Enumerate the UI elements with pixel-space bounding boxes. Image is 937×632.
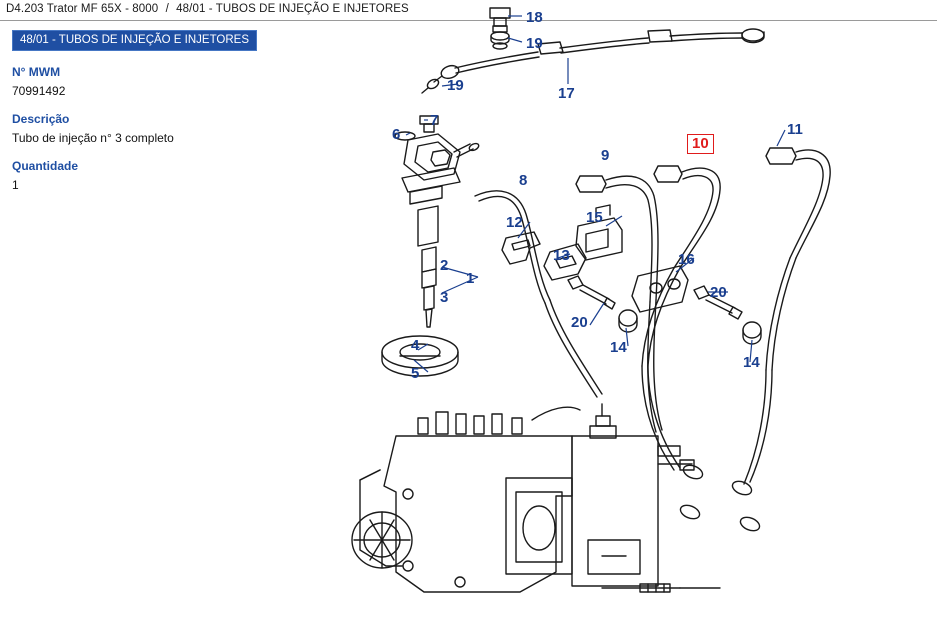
injection-pipes-group: [475, 148, 830, 533]
callout-6: 6: [392, 126, 401, 143]
callout-14-b: 14: [743, 354, 760, 371]
callout-2: 2: [440, 257, 449, 274]
callout-12: 12: [506, 214, 523, 231]
callout-20-b: 20: [571, 314, 588, 331]
quantity-label: Quantidade: [12, 159, 79, 173]
callout-9: 9: [601, 147, 610, 164]
callout-17: 17: [558, 85, 575, 102]
callout-5: 5: [411, 365, 420, 382]
breadcrumb-model: D4.203 Trator MF 65X - 8000: [6, 3, 159, 15]
quantity-value: 1: [12, 178, 19, 192]
callout-20-a: 20: [710, 284, 727, 301]
callout-19-a: 19: [526, 35, 543, 52]
callout-13: 13: [553, 247, 570, 264]
parts-diagram-svg: [250, 0, 937, 632]
callout-8: 8: [519, 172, 528, 189]
part-number-label: N° MWM: [12, 65, 61, 79]
callout-18: 18: [526, 9, 543, 26]
leak-off-pipe-group: [422, 8, 764, 93]
part-number-value: 70991492: [12, 84, 66, 98]
callout-1: 1: [466, 270, 475, 287]
injector-assembly-group: [382, 116, 480, 376]
description-label: Descrição: [12, 112, 70, 126]
callout-19-b: 19: [447, 77, 464, 94]
callout-3: 3: [440, 289, 449, 306]
callout-14-a: 14: [610, 339, 627, 356]
group-badge: 48/01 - TUBOS DE INJEÇÃO E INJETORES: [12, 30, 257, 51]
parts-diagram: [250, 0, 937, 632]
callout-11: 11: [787, 121, 803, 138]
callout-10-highlighted: 10: [687, 134, 714, 154]
breadcrumb-group: 48/01 - TUBOS DE INJEÇÃO E INJETORES: [176, 3, 409, 15]
callout-7: 7: [430, 112, 439, 129]
breadcrumb-separator: /: [165, 3, 169, 15]
description-value: Tubo de injeção n° 3 completo: [12, 131, 174, 145]
part-info-panel: [12, 30, 272, 192]
callout-4: 4: [411, 337, 420, 354]
callout-16: 16: [678, 251, 695, 268]
injection-pump-group: [352, 404, 720, 592]
callout-15: 15: [586, 209, 603, 226]
